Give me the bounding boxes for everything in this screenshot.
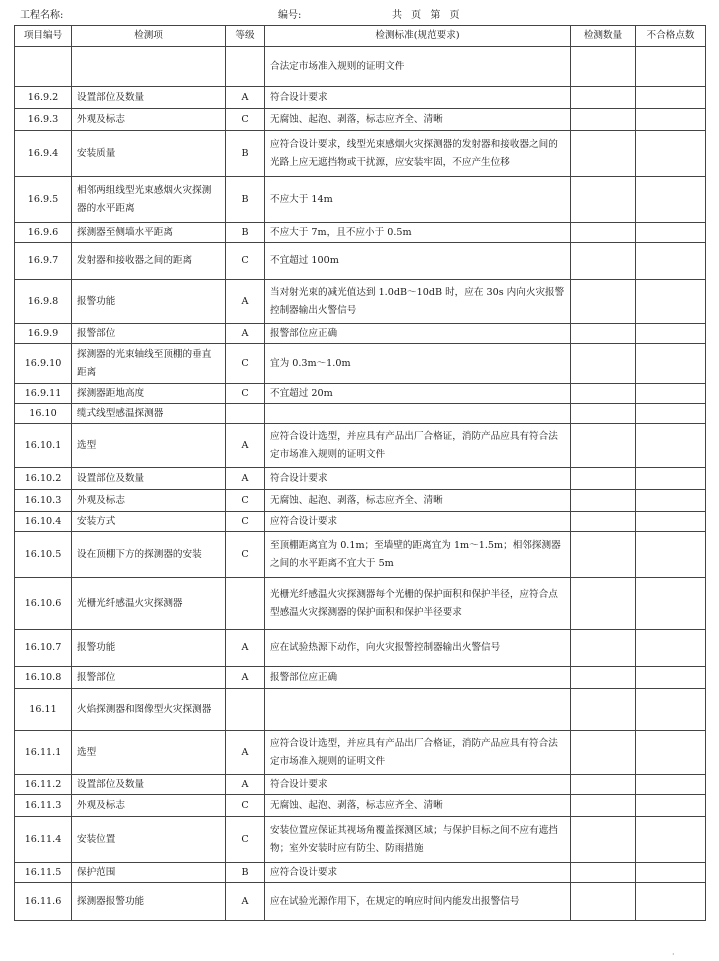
standard-cell: 当对射光束的减光值达到 1.0dB～10dB 时，应在 30s 内向火灾报警控制器输出火警信号 <box>265 280 571 324</box>
standard-cell: 符合设计要求 <box>265 468 571 490</box>
check-quantity-cell <box>571 404 636 424</box>
column-header-check-quantity: 检测数量 <box>571 26 636 47</box>
table-row <box>15 578 706 630</box>
table-row <box>15 731 706 775</box>
item-id-cell: 16.10.7 <box>15 630 72 667</box>
failed-points-cell <box>636 512 706 532</box>
check-quantity-cell <box>571 177 636 223</box>
standard-cell: 无腐蚀、起泡、剥落，标志应齐全、清晰 <box>265 490 571 512</box>
standard-cell <box>265 689 571 731</box>
failed-points-cell <box>636 795 706 817</box>
check-item-cell: 发射器和接收器之间的距离 <box>72 243 226 280</box>
grade-cell: A <box>226 630 265 667</box>
failed-points-cell <box>636 863 706 883</box>
table-row <box>15 817 706 863</box>
table-row <box>15 689 706 731</box>
table-header-row <box>15 26 706 47</box>
check-item-cell: 相邻两组线型光束感烟火灾探测器的水平距离 <box>72 177 226 223</box>
failed-points-cell <box>636 731 706 775</box>
check-quantity-cell <box>571 795 636 817</box>
item-id-cell: 16.11.5 <box>15 863 72 883</box>
standard-cell: 报警部位应正确 <box>265 324 571 344</box>
item-id-cell: 16.10 <box>15 404 72 424</box>
item-id-cell: 16.11.2 <box>15 775 72 795</box>
item-id-cell <box>15 47 72 87</box>
check-item-cell: 探测器的光束轴线至顶棚的垂直距离 <box>72 344 226 384</box>
failed-points-cell <box>636 47 706 87</box>
grade-cell: C <box>226 795 265 817</box>
check-quantity-cell <box>571 223 636 243</box>
grade-cell: C <box>226 490 265 512</box>
table-row <box>15 223 706 243</box>
table-body <box>15 47 706 921</box>
check-quantity-cell <box>571 817 636 863</box>
table-row <box>15 243 706 280</box>
check-item-cell: 探测器至侧墙水平距离 <box>72 223 226 243</box>
check-item-cell: 报警功能 <box>72 630 226 667</box>
failed-points-cell <box>636 177 706 223</box>
grade-cell <box>226 689 265 731</box>
table-row <box>15 324 706 344</box>
standard-cell: 应符合设计选型，并应具有产品出厂合格证，消防产品应具有符合法定市场准入规则的证明文件 <box>265 731 571 775</box>
table-row <box>15 131 706 177</box>
project-name-label: 工程名称: <box>20 10 64 21</box>
item-id-cell: 16.9.2 <box>15 87 72 109</box>
table-row <box>15 280 706 324</box>
failed-points-cell <box>636 280 706 324</box>
inspection-table <box>14 25 706 921</box>
check-item-cell: 保护范围 <box>72 863 226 883</box>
item-id-cell: 16.10.1 <box>15 424 72 468</box>
check-item-cell: 安装质量 <box>72 131 226 177</box>
item-id-cell: 16.9.8 <box>15 280 72 324</box>
grade-cell <box>226 404 265 424</box>
table-row <box>15 863 706 883</box>
grade-cell <box>226 578 265 630</box>
failed-points-cell <box>636 883 706 921</box>
standard-cell: 应符合设计要求 <box>265 512 571 532</box>
item-id-cell: 16.9.3 <box>15 109 72 131</box>
failed-points-cell <box>636 223 706 243</box>
check-item-cell <box>72 47 226 87</box>
standard-cell: 符合设计要求 <box>265 87 571 109</box>
failed-points-cell <box>636 630 706 667</box>
standard-cell <box>265 404 571 424</box>
item-id-cell: 16.10.8 <box>15 667 72 689</box>
grade-cell: A <box>226 324 265 344</box>
check-quantity-cell <box>571 775 636 795</box>
table-row <box>15 630 706 667</box>
standard-cell: 不宜超过 20m <box>265 384 571 404</box>
failed-points-cell <box>636 404 706 424</box>
column-header-failed-points: 不合格点数 <box>636 26 706 47</box>
check-quantity-cell <box>571 578 636 630</box>
item-id-cell: 16.10.4 <box>15 512 72 532</box>
standard-cell: 至顶棚距离宜为 0.1m；至墙壁的距离宜为 1m～1.5m；相邻探测器之间的水平距离不宜大于 5m <box>265 532 571 578</box>
failed-points-cell <box>636 324 706 344</box>
failed-points-cell <box>636 384 706 404</box>
table-row <box>15 468 706 490</box>
check-item-cell: 报警部位 <box>72 324 226 344</box>
standard-cell: 应符合设计要求 <box>265 863 571 883</box>
failed-points-cell <box>636 424 706 468</box>
check-quantity-cell <box>571 280 636 324</box>
item-id-cell: 16.10.2 <box>15 468 72 490</box>
standard-cell: 宜为 0.3m～1.0m <box>265 344 571 384</box>
table-row <box>15 775 706 795</box>
table-row <box>15 47 706 87</box>
standard-cell: 应符合设计要求，线型光束感烟火灾探测器的发射器和接收器之间的光路上应无遮挡物或干扰源，应安装牢固，不应产生位移 <box>265 131 571 177</box>
check-quantity-cell <box>571 532 636 578</box>
item-id-cell: 16.9.9 <box>15 324 72 344</box>
failed-points-cell <box>636 817 706 863</box>
grade-cell: C <box>226 532 265 578</box>
check-quantity-cell <box>571 47 636 87</box>
failed-points-cell <box>636 131 706 177</box>
check-quantity-cell <box>571 689 636 731</box>
standard-cell: 光栅光纤感温火灾探测器每个光栅的保护面积和保护半径，应符合点型感温火灾探测器的保护面积和保护半径要求 <box>265 578 571 630</box>
check-item-cell: 光栅光纤感温火灾探测器 <box>72 578 226 630</box>
grade-cell: A <box>226 667 265 689</box>
table-row <box>15 384 706 404</box>
grade-cell: B <box>226 177 265 223</box>
grade-cell: A <box>226 280 265 324</box>
failed-points-cell <box>636 468 706 490</box>
grade-cell: C <box>226 344 265 384</box>
item-id-cell: 16.11 <box>15 689 72 731</box>
grade-cell: A <box>226 775 265 795</box>
check-item-cell: 探测器距地高度 <box>72 384 226 404</box>
check-item-cell: 选型 <box>72 731 226 775</box>
check-quantity-cell <box>571 324 636 344</box>
table-row <box>15 667 706 689</box>
check-quantity-cell <box>571 731 636 775</box>
check-item-cell: 火焰探测器和图像型火灾探测器 <box>72 689 226 731</box>
item-id-cell: 16.11.3 <box>15 795 72 817</box>
check-quantity-cell <box>571 468 636 490</box>
table-row <box>15 795 706 817</box>
item-id-cell: 16.10.6 <box>15 578 72 630</box>
check-quantity-cell <box>571 667 636 689</box>
table-row <box>15 490 706 512</box>
item-id-cell: 16.11.1 <box>15 731 72 775</box>
grade-cell: A <box>226 468 265 490</box>
table-row <box>15 177 706 223</box>
item-id-cell: 16.9.10 <box>15 344 72 384</box>
document-number-label: 编号: <box>278 10 302 21</box>
grade-cell: B <box>226 863 265 883</box>
check-item-cell: 探测器报警功能 <box>72 883 226 921</box>
grade-cell: C <box>226 384 265 404</box>
item-id-cell: 16.11.6 <box>15 883 72 921</box>
item-id-cell: 16.9.5 <box>15 177 72 223</box>
check-quantity-cell <box>571 109 636 131</box>
failed-points-cell <box>636 775 706 795</box>
check-item-cell: 设置部位及数量 <box>72 468 226 490</box>
column-header-check-item: 检测项 <box>72 26 226 47</box>
standard-cell: 不应大于 7m，且不应小于 0.5m <box>265 223 571 243</box>
grade-cell: C <box>226 817 265 863</box>
item-id-cell: 16.9.4 <box>15 131 72 177</box>
check-quantity-cell <box>571 131 636 177</box>
failed-points-cell <box>636 667 706 689</box>
grade-cell: A <box>226 87 265 109</box>
check-quantity-cell <box>571 87 636 109</box>
standard-cell: 无腐蚀、起泡、剥落，标志应齐全、清晰 <box>265 795 571 817</box>
grade-cell: B <box>226 131 265 177</box>
grade-cell: B <box>226 223 265 243</box>
column-header-standard: 检测标准(规范要求) <box>265 26 571 47</box>
check-quantity-cell <box>571 630 636 667</box>
table-row <box>15 404 706 424</box>
grade-cell: A <box>226 731 265 775</box>
failed-points-cell <box>636 344 706 384</box>
check-item-cell: 设置部位及数量 <box>72 87 226 109</box>
page-count-label: 共 页 第 页 <box>392 10 460 21</box>
grade-cell: C <box>226 109 265 131</box>
item-id-cell: 16.9.11 <box>15 384 72 404</box>
standard-cell: 不宜超过 100m <box>265 243 571 280</box>
check-item-cell: 安装位置 <box>72 817 226 863</box>
grade-cell: C <box>226 512 265 532</box>
item-id-cell: 16.9.7 <box>15 243 72 280</box>
check-quantity-cell <box>571 863 636 883</box>
standard-cell: 无腐蚀、起泡、剥落，标志应齐全、清晰 <box>265 109 571 131</box>
failed-points-cell <box>636 532 706 578</box>
standard-cell: 报警部位应正确 <box>265 667 571 689</box>
standard-cell: 应在试验光源作用下，在规定的响应时间内能发出报警信号 <box>265 883 571 921</box>
check-quantity-cell <box>571 243 636 280</box>
check-item-cell: 外观及标志 <box>72 490 226 512</box>
grade-cell: C <box>226 243 265 280</box>
failed-points-cell <box>636 109 706 131</box>
table-row <box>15 87 706 109</box>
failed-points-cell <box>636 578 706 630</box>
standard-cell: 安装位置应保证其视场角覆盖探测区域；与保护目标之间不应有遮挡物；室外安装时应有防尘、防雨措施 <box>265 817 571 863</box>
table-row <box>15 344 706 384</box>
check-item-cell: 安装方式 <box>72 512 226 532</box>
grade-cell: A <box>226 883 265 921</box>
column-header-grade: 等级 <box>226 26 265 47</box>
table-row <box>15 883 706 921</box>
check-item-cell: 报警部位 <box>72 667 226 689</box>
check-quantity-cell <box>571 424 636 468</box>
check-quantity-cell <box>571 490 636 512</box>
check-item-cell: 设在顶棚下方的探测器的安装 <box>72 532 226 578</box>
grade-cell: A <box>226 424 265 468</box>
failed-points-cell <box>636 689 706 731</box>
check-item-cell: 外观及标志 <box>72 109 226 131</box>
table-row <box>15 512 706 532</box>
page-corner-mark: · <box>672 950 675 959</box>
check-item-cell: 报警功能 <box>72 280 226 324</box>
table-row <box>15 109 706 131</box>
failed-points-cell <box>636 87 706 109</box>
check-item-cell: 外观及标志 <box>72 795 226 817</box>
check-quantity-cell <box>571 344 636 384</box>
failed-points-cell <box>636 490 706 512</box>
item-id-cell: 16.10.3 <box>15 490 72 512</box>
item-id-cell: 16.9.6 <box>15 223 72 243</box>
item-id-cell: 16.10.5 <box>15 532 72 578</box>
check-quantity-cell <box>571 384 636 404</box>
column-header-item-no: 项目编号 <box>15 26 72 47</box>
standard-cell: 符合设计要求 <box>265 775 571 795</box>
failed-points-cell <box>636 243 706 280</box>
check-item-cell: 缆式线型感温探测器 <box>72 404 226 424</box>
grade-cell <box>226 47 265 87</box>
standard-cell: 应符合设计选型，并应具有产品出厂合格证，消防产品应具有符合法定市场准入规则的证明文件 <box>265 424 571 468</box>
check-item-cell: 选型 <box>72 424 226 468</box>
check-item-cell: 设置部位及数量 <box>72 775 226 795</box>
check-quantity-cell <box>571 512 636 532</box>
item-id-cell: 16.11.4 <box>15 817 72 863</box>
standard-cell: 不应大于 14m <box>265 177 571 223</box>
check-quantity-cell <box>571 883 636 921</box>
table-row <box>15 424 706 468</box>
table-row <box>15 532 706 578</box>
standard-cell: 合法定市场准入规则的证明文件 <box>265 47 571 87</box>
standard-cell: 应在试验热源下动作，向火灾报警控制器输出火警信号 <box>265 630 571 667</box>
